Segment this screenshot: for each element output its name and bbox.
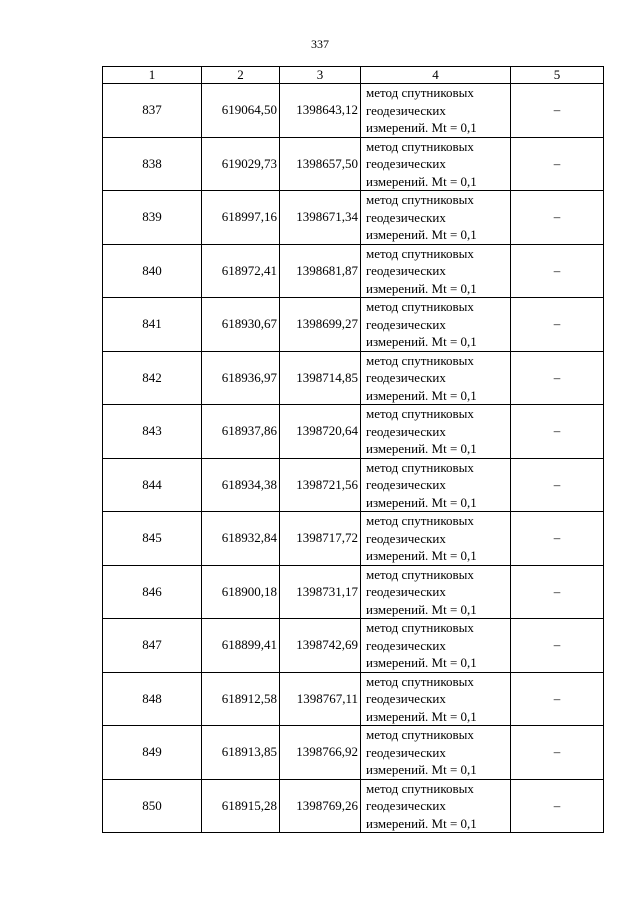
method-cell: [361, 512, 511, 566]
table-row: [103, 298, 604, 352]
method-text-line: метод спутниковых: [366, 299, 474, 314]
method-text-line: геодезических: [366, 584, 446, 599]
method-text-line: измерений. Mt = 0,1: [366, 548, 477, 563]
point-number-cell: 839: [103, 191, 202, 245]
method-cell: [361, 565, 511, 619]
x-coordinate-cell: 618915,28: [202, 779, 280, 833]
method-text-line: метод спутниковых: [366, 406, 474, 421]
description-cell: –: [511, 672, 604, 726]
table-row: [103, 244, 604, 298]
point-number-cell: 845: [103, 512, 202, 566]
method-text-line: измерений. Mt = 0,1: [366, 280, 477, 296]
column-header-2: 2: [202, 67, 280, 84]
x-coordinate-cell: 618937,86: [202, 405, 280, 459]
method-text-line: измерений. Mt = 0,1: [366, 173, 477, 189]
method-text-line: метод спутниковых: [366, 192, 474, 207]
description-cell: –: [511, 405, 604, 459]
method-text-line: измерений. Mt = 0,1: [366, 815, 477, 831]
method-text-line: измерений. Mt = 0,1: [366, 762, 477, 777]
method-text-line: геодезических: [366, 477, 446, 492]
method-text-line: метод спутниковых: [366, 780, 474, 796]
table-body: [103, 84, 604, 833]
description-cell: –: [511, 244, 604, 298]
y-coordinate-cell: 1398681,87: [280, 244, 361, 298]
table-row: [103, 672, 604, 726]
column-header-1: 1: [103, 67, 202, 84]
method-text-line: измерений. Mt = 0,1: [366, 227, 477, 242]
y-coordinate-cell: 1398717,72: [280, 512, 361, 566]
x-coordinate-cell: 618930,67: [202, 298, 280, 352]
description-cell: –: [511, 619, 604, 673]
method-text-line: геодезических: [366, 530, 446, 546]
point-number-cell: 849: [103, 726, 202, 780]
x-coordinate-cell: 618972,41: [202, 244, 280, 298]
method-text-line: геодезических: [366, 691, 446, 706]
point-number-cell: 842: [103, 351, 202, 405]
table-row: [103, 84, 604, 138]
x-coordinate-cell: 618934,38: [202, 458, 280, 512]
x-coordinate-cell: 619064,50: [202, 84, 280, 138]
method-text-line: метод спутниковых: [366, 673, 474, 689]
y-coordinate-cell: 1398657,50: [280, 137, 361, 191]
table-row: [103, 726, 604, 780]
method-cell: [361, 672, 511, 726]
column-header-3: 3: [280, 67, 361, 84]
method-text-line: метод спутниковых: [366, 352, 474, 368]
method-cell: [361, 779, 511, 833]
page-number: 337: [311, 37, 329, 51]
y-coordinate-cell: 1398766,92: [280, 726, 361, 780]
y-coordinate-cell: 1398720,64: [280, 405, 361, 459]
method-text-line: геодезических: [366, 744, 446, 760]
x-coordinate-cell: 618912,58: [202, 672, 280, 726]
description-cell: –: [511, 458, 604, 512]
method-text-line: метод спутниковых: [366, 245, 474, 261]
x-coordinate-cell: 618899,41: [202, 619, 280, 673]
column-header-4: 4: [361, 67, 511, 84]
method-text-line: геодезических: [366, 156, 446, 171]
table-row: [103, 779, 604, 833]
point-number-cell: 840: [103, 244, 202, 298]
x-coordinate-cell: 618932,84: [202, 512, 280, 566]
table-row: [103, 458, 604, 512]
description-cell: –: [511, 191, 604, 245]
method-text-line: измерений. Mt = 0,1: [366, 601, 477, 617]
method-cell: [361, 351, 511, 405]
description-cell: –: [511, 298, 604, 352]
method-text-line: геодезических: [366, 798, 446, 813]
x-coordinate-cell: 619029,73: [202, 137, 280, 191]
method-text-line: геодезических: [366, 370, 446, 385]
method-text-line: измерений. Mt = 0,1: [366, 708, 477, 724]
method-text-line: измерений. Mt = 0,1: [366, 120, 477, 135]
method-text-line: метод спутниковых: [366, 513, 474, 528]
x-coordinate-cell: 618936,97: [202, 351, 280, 405]
description-cell: –: [511, 779, 604, 833]
method-cell: [361, 458, 511, 512]
method-text-line: измерений. Mt = 0,1: [366, 441, 477, 456]
method-cell: [361, 726, 511, 780]
method-cell: [361, 191, 511, 245]
method-text-line: измерений. Mt = 0,1: [366, 334, 477, 349]
table-row: [103, 619, 604, 673]
method-text-line: метод спутниковых: [366, 727, 474, 742]
table-row: [103, 405, 604, 459]
method-text-line: измерений. Mt = 0,1: [366, 387, 477, 403]
y-coordinate-cell: 1398769,26: [280, 779, 361, 833]
method-text-line: геодезических: [366, 102, 446, 118]
y-coordinate-cell: 1398721,56: [280, 458, 361, 512]
method-text-line: метод спутниковых: [366, 85, 474, 100]
method-cell: [361, 244, 511, 298]
point-number-cell: 838: [103, 137, 202, 191]
method-text-line: метод спутниковых: [366, 138, 474, 154]
table-row: [103, 137, 604, 191]
y-coordinate-cell: 1398731,17: [280, 565, 361, 619]
method-text-line: метод спутниковых: [366, 620, 474, 635]
method-cell: [361, 84, 511, 138]
point-number-cell: 843: [103, 405, 202, 459]
method-text-line: геодезических: [366, 316, 446, 332]
table-row: [103, 191, 604, 245]
y-coordinate-cell: 1398699,27: [280, 298, 361, 352]
method-text-line: метод спутниковых: [366, 566, 474, 582]
method-cell: [361, 298, 511, 352]
method-text-line: измерений. Mt = 0,1: [366, 655, 477, 670]
description-cell: –: [511, 726, 604, 780]
method-cell: [361, 405, 511, 459]
table-row: [103, 512, 604, 566]
description-cell: –: [511, 565, 604, 619]
method-text-line: геодезических: [366, 423, 446, 439]
y-coordinate-cell: 1398714,85: [280, 351, 361, 405]
point-number-cell: 837: [103, 84, 202, 138]
x-coordinate-cell: 618997,16: [202, 191, 280, 245]
y-coordinate-cell: 1398671,34: [280, 191, 361, 245]
header-row: [103, 67, 604, 84]
point-number-cell: 850: [103, 779, 202, 833]
method-cell: [361, 619, 511, 673]
description-cell: –: [511, 351, 604, 405]
y-coordinate-cell: 1398643,12: [280, 84, 361, 138]
point-number-cell: 847: [103, 619, 202, 673]
x-coordinate-cell: 618913,85: [202, 726, 280, 780]
description-cell: –: [511, 137, 604, 191]
coordinates-table: [102, 66, 604, 833]
table-row: [103, 351, 604, 405]
point-number-cell: 841: [103, 298, 202, 352]
method-text-line: геодезических: [366, 209, 446, 225]
description-cell: –: [511, 84, 604, 138]
method-text-line: геодезических: [366, 263, 446, 278]
column-header-5: 5: [511, 67, 604, 84]
description-cell: –: [511, 512, 604, 566]
y-coordinate-cell: 1398742,69: [280, 619, 361, 673]
method-text-line: метод спутниковых: [366, 459, 474, 475]
point-number-cell: 846: [103, 565, 202, 619]
method-text-line: измерений. Mt = 0,1: [366, 494, 477, 510]
point-number-cell: 848: [103, 672, 202, 726]
method-text-line: геодезических: [366, 637, 446, 653]
method-cell: [361, 137, 511, 191]
table-row: [103, 565, 604, 619]
y-coordinate-cell: 1398767,11: [280, 672, 361, 726]
x-coordinate-cell: 618900,18: [202, 565, 280, 619]
point-number-cell: 844: [103, 458, 202, 512]
